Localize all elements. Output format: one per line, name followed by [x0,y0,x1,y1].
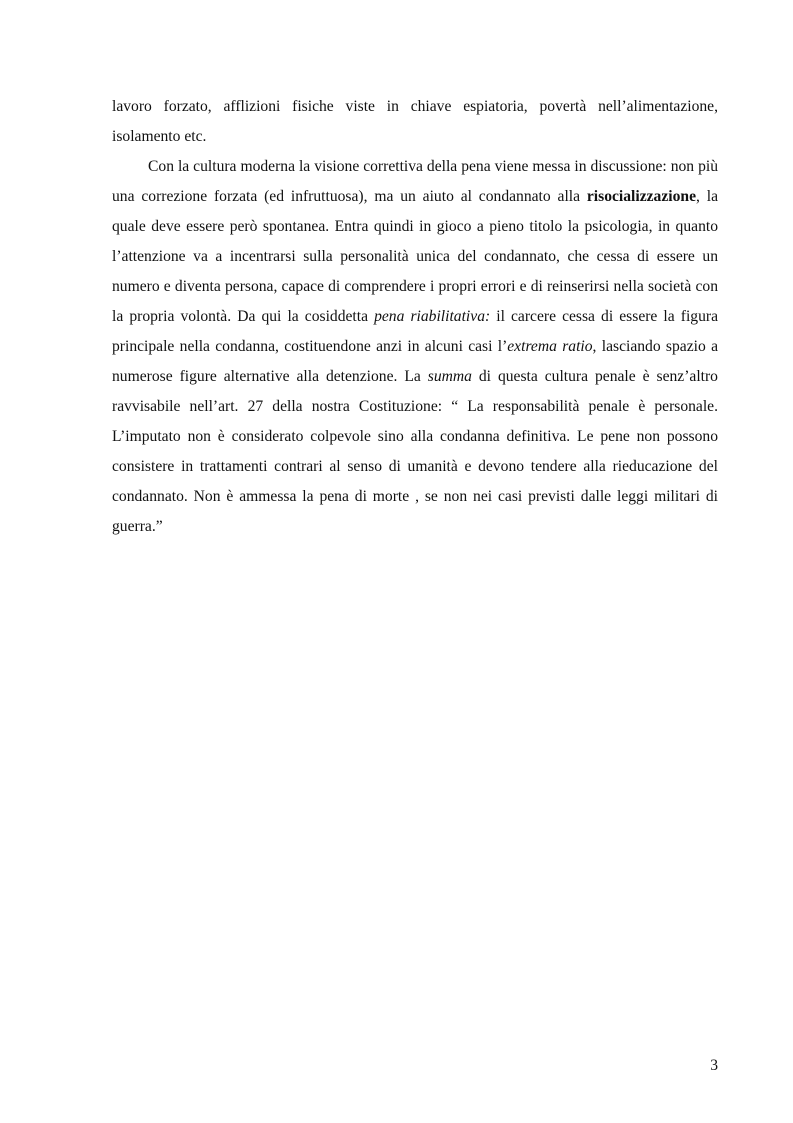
term-pena-riabilitativa: pena riabilitativa: [374,308,491,325]
term-extrema-ratio: extrema ratio [507,338,593,355]
paragraph-2 [112,152,718,542]
paragraph-2-text-3: il carcere cessa di essere la figura principale nella condanna, costituendone anzi in alcuni casi l’ [112,308,718,355]
paragraph-2-text-2: , la quale deve essere però spontanea. Entra quindi in gioco a pieno titolo la psicologia, in quanto l’attenzione va a incentrarsi sulla personalità unica del condannato, che cessa di essere un numero e diventa persona, capace di comprendere i propri errori e di reinserirsi nella società con la propria volontà. Da qui la cosiddetta [112,188,718,325]
page-number: 3 [710,1057,718,1074]
body-text [112,92,718,542]
term-summa: summa [427,368,472,385]
term-risocializzazione: risocializzazione [586,188,696,205]
paragraph-2-text-5: di questa cultura penale è senz’altro ravvisabile nell’art. 27 della nostra Costituzione: “ La responsabilità penale è personale. L’imputato non è considerato colpevole sino alla condanna definitiva. Le pene non possono consistere in trattamenti contrari al senso di umanità e devono tendere alla rieducazione del condannato. Non è ammessa la pena di morte , se non nei casi previsti dalle leggi militari di guerra.” [112,368,718,535]
paragraph-1: lavoro forzato, afflizioni fisiche viste in chiave espiatoria, povertà nell’alimentazione, isolamento etc. [112,98,718,145]
paragraph-2-text-1: Con la cultura moderna la visione correttiva della pena viene messa in discussione: non più una correzione forzata (ed infruttuosa), ma un aiuto al condannato alla [112,158,718,205]
paragraph-2-text-4: , lasciando spazio a numerose figure alternative alla detenzione. La [112,338,718,385]
